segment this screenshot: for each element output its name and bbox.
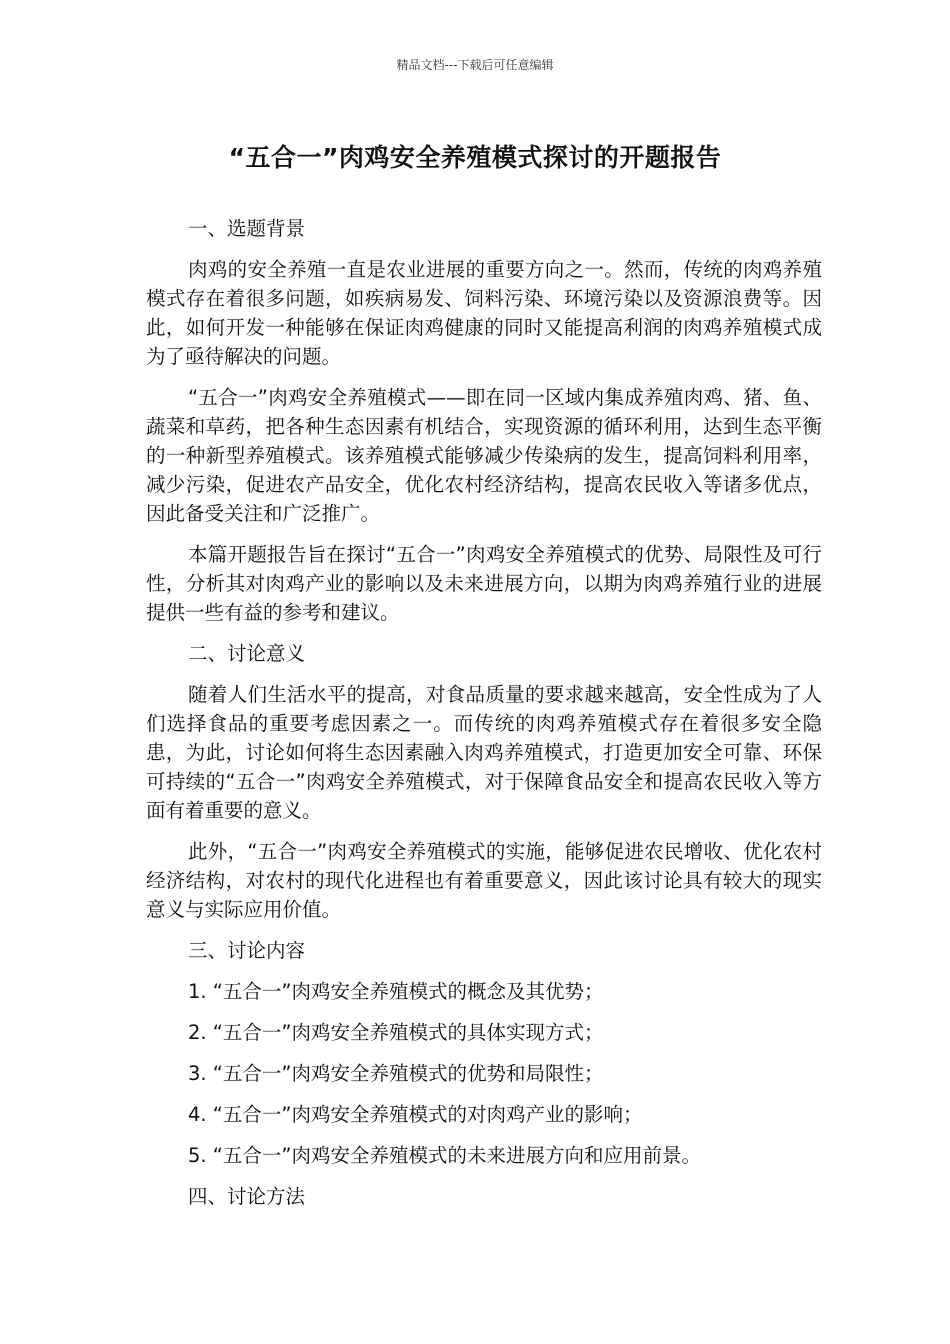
paragraph: 随着人们生活水平的提高，对食品质量的要求越来越高，安全性成为了人们选择食品的重要考虑因素之一。而传统的肉鸡养殖模式存在着很多安全隐患，为此，讨论如何将生态因素融入肉鸡养殖模式，打造更加安全可靠、环保可持续的“五合一”肉鸡安全养殖模式，对于保障食品安全和提高农民收入等方面有着重要的意义。 (146, 683, 822, 822)
section-heading: 三、讨论内容 (188, 939, 306, 962)
section-heading: 一、选题背景 (188, 217, 306, 240)
paragraph: “五合一”肉鸡安全养殖模式——即在同一区域内集成养殖肉鸡、猪、鱼、蔬菜和草药，把各种生态因素有机结合，实现资源的循环利用，达到生态平衡的一种新型养殖模式。该养殖模式能够减少传染病的发生，提高饲料利用率，减少污染，促进农产品安全，优化农村经济结构，提高农民收入等诸多优点，因此备受关注和广泛推广。 (146, 386, 822, 525)
document-body (146, 214, 822, 1223)
list-item: 1. “五合一”肉鸡安全养殖模式的概念及其优势； (188, 980, 604, 1003)
list-item: 2. “五合一”肉鸡安全养殖模式的具体实现方式； (188, 1021, 604, 1044)
paragraph: 本篇开题报告旨在探讨“五合一”肉鸡安全养殖模式的优势、局限性及可行性，分析其对肉鸡产业的影响以及未来进展方向，以期为肉鸡养殖行业的进展提供一些有益的参考和建议。 (146, 543, 822, 624)
list-item: 4. “五合一”肉鸡安全养殖模式的对肉鸡产业的影响； (188, 1103, 643, 1126)
list-item: 5. “五合一”肉鸡安全养殖模式的未来进展方向和应用前景。 (188, 1144, 702, 1167)
section-heading: 二、讨论意义 (188, 642, 306, 665)
document-title: “五合一”肉鸡安全养殖模式探讨的开题报告 (228, 143, 722, 172)
paragraph: 此外，“五合一”肉鸡安全养殖模式的实施，能够促进农民增收、优化农村经济结构，对农村的现代化进程也有着重要意义，因此该讨论具有较大的现实意义与实际应用价值。 (146, 840, 822, 921)
page-header: 精品文档---下载后可任意编辑 (396, 58, 554, 72)
list-item: 3. “五合一”肉鸡安全养殖模式的优势和局限性； (188, 1062, 604, 1085)
section-heading: 四、讨论方法 (188, 1185, 306, 1208)
paragraph: 肉鸡的安全养殖一直是农业进展的重要方向之一。然而，传统的肉鸡养殖模式存在着很多问题，如疾病易发、饲料污染、环境污染以及资源浪费等。因此，如何开发一种能够在保证肉鸡健康的同时又能提高利润的肉鸡养殖模式成为了亟待解决的问题。 (146, 258, 822, 368)
